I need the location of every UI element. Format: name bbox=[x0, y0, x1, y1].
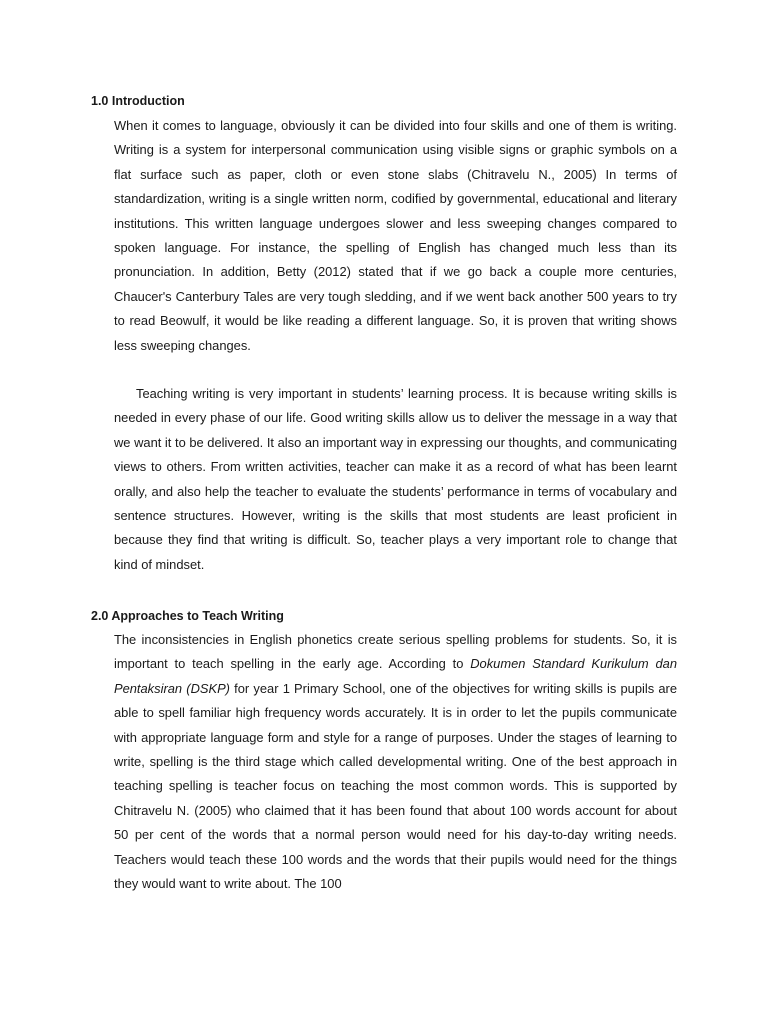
introduction-paragraph-1: When it comes to language, obviously it can be divided into four skills and one of them is writing. Writing is a system for interpersonal communication using visible signs or graphic symbols on a flat surface such as paper, cloth or even stone slabs (Chitravelu N., 2005) In terms of standardization, writing is a single written norm, codified by governmental, educational and literary institutions. This written language undergoes slower and less sweeping changes compared to spoken language. For instance, the spelling of English has changed much less than its pronunciation. In addition, Betty (2012) stated that if we go back a couple more centuries, Chaucer's Canterbury Tales are very tough sledding, and if we went back another 500 years to try to read Beowulf, it would be like reading a different language. So, it is proven that writing shows less sweeping changes. bbox=[114, 118, 677, 353]
introduction-paragraph-2: Teaching writing is very important in students’ learning process. It is because writing skills is needed in every phase of our life. Good writing skills allow us to deliver the message in a way that we want it to be delivered. It also an important way in expressing our thoughts, and communicating views to others. From written activities, teacher can make it as a record of what has been learnt orally, and also help the teacher to evaluate the students’ performance in terms of vocabulary and sentence structures. However, writing is the skills that most students are least proficient in because they find that writing is difficult. So, teacher plays a very important role to change that kind of mindset. bbox=[114, 386, 677, 572]
approaches-paragraph-1 bbox=[114, 628, 677, 896]
dskp-document-title: Dokumen Standard Kurikulum dan Pentaksiran (DSKP) bbox=[114, 656, 677, 696]
approaches-paragraph-text-end: for year 1 Primary School, one of the objectives for writing skills is pupils are able to spell familiar high frequency words accurately. It is in order to let the pupils communicate with appropriate language form and style for a range of purposes. Under the stages of learning to write, spelling is the third stage which called developmental writing. One of the best approach in teaching spelling is teacher focus on teaching the most common words. This is supported by Chitravelu N. (2005) who claimed that it has been found that about 100 words account for about 50 per cent of the words that a normal person would need for his day-to-day writing needs. Teachers would teach these 100 words and the words that their pupils would need for the things they would want to write about. The 100 bbox=[114, 680, 678, 892]
section-heading-introduction: 1.0 Introduction bbox=[91, 94, 185, 108]
approaches-paragraph-text-start: The inconsistencies in English phonetics create serious spelling problems for students. So, it is important to teach spelling in the early age. According to bbox=[114, 632, 677, 672]
section-heading-approaches: 2.0 Approaches to Teach Writing bbox=[91, 609, 284, 623]
